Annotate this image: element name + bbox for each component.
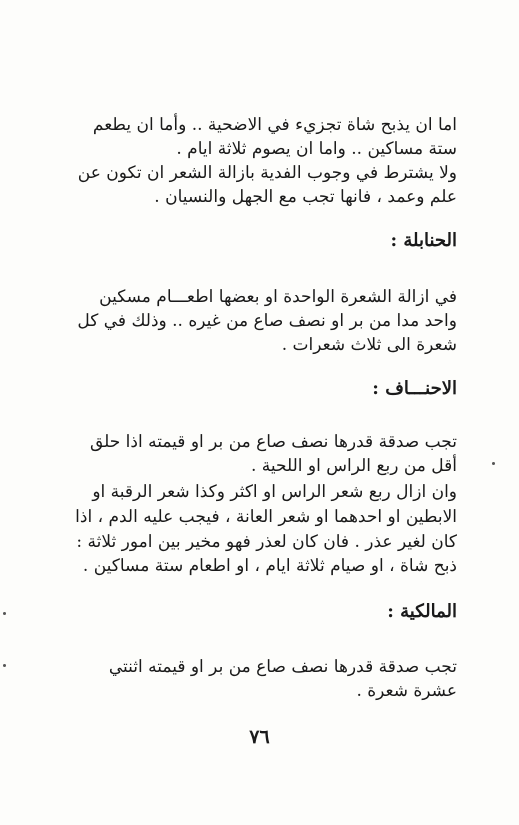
ahnaf-line-6: ذبح شاة ، او صيام ثلاثة ايام ، او اطعام ستة مساكين . [82, 556, 457, 576]
ahnaf-line-4: الابطين او احدهما او شعر العانة ، فيجب عليه الدم ، اذا [75, 507, 457, 527]
page-number: ٧٦ [249, 726, 270, 748]
intro-line-1: اما ان يذبح شاة تجزيء في الاضحية .. وأما ان يطعم [92, 115, 457, 135]
scan-speck [3, 664, 6, 667]
intro-line-4: علم وعمد ، فانها تجب مع الجهل والنسيان . [154, 187, 457, 207]
malikiyya-line-1: تجب صدقة قدرها نصف صاع من بر او قيمته اثنتي [108, 657, 457, 677]
ahnaf-line-5: كان لغير عذر . فان كان لعذر فهو مخير بين امور ثلاثة : [76, 532, 457, 552]
hanabila-line-1: في ازالة الشعرة الواحدة او بعضها اطعـــام مسكين [99, 287, 457, 307]
scan-speck [492, 462, 495, 465]
hanabila-line-2: واحد مدا من بر او نصف صاع من غيره .. وذلك في كل [77, 311, 457, 331]
ahnaf-line-1: تجب صدقة قدرها نصف صاع من بر او قيمته اذا حلق [89, 432, 457, 452]
heading-malikiyya: المالكية : [387, 601, 457, 622]
intro-line-3: ولا يشترط في وجوب الفدية بازالة الشعر ان تكون عن [77, 163, 457, 183]
scan-speck [3, 612, 6, 615]
ahnaf-line-2: أقل من ربع الراس او اللحية . [250, 456, 457, 476]
malikiyya-line-2: عشرة شعرة . [356, 681, 457, 701]
heading-ahnaf: الاحنـــاف : [372, 378, 457, 399]
intro-line-2: ستة مساكين .. واما ان يصوم ثلاثة ايام . [176, 139, 457, 159]
heading-hanabila: الحنابلة : [390, 230, 457, 251]
hanabila-line-3: شعرة الى ثلاث شعرات . [281, 335, 457, 355]
ahnaf-line-3: وان ازال ربع شعر الراس او اكثر وكذا شعر الرقبة او [92, 482, 457, 502]
